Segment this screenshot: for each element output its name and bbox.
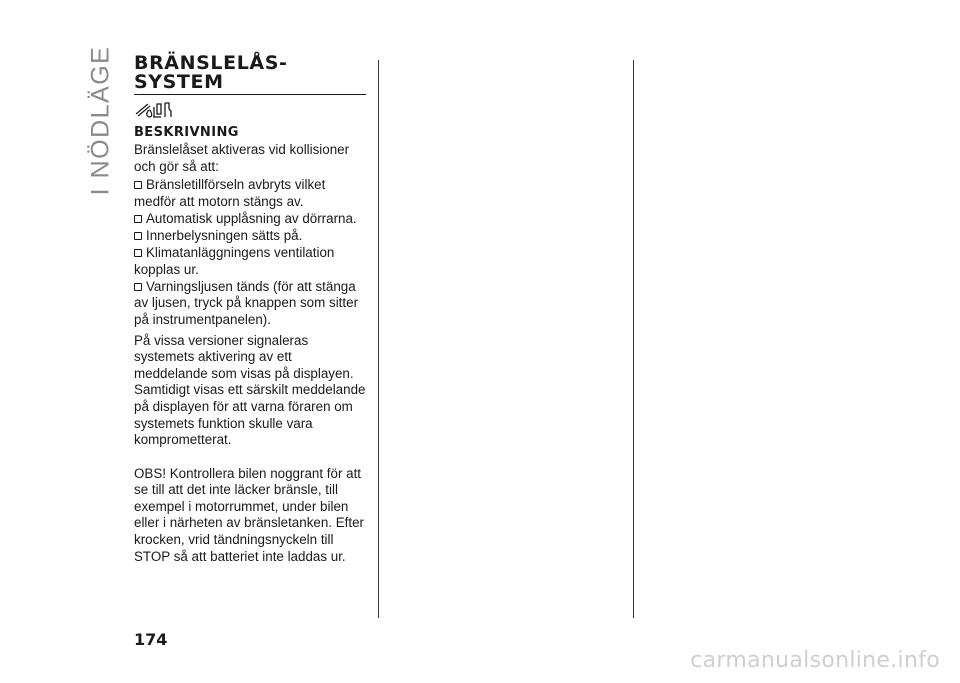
watermark: carmanualsonline.info (690, 648, 940, 673)
checkbox-bullet-icon (134, 283, 142, 291)
list-item (134, 245, 366, 278)
checkbox-bullet-icon (134, 215, 142, 223)
list-item (134, 177, 366, 210)
checkbox-bullet-icon (134, 181, 142, 189)
checkbox-bullet-icon (134, 232, 142, 240)
list-item (134, 279, 366, 329)
note-paragraph: OBS! Kontrollera bilen noggrant för att se till att det inte läcker bränsle, till exempel i motorrummet, under bilen eller i närheten av bränsletanken. Efter krocken, vrid tändningsnyckeln till STOP så att batteriet inte laddas ur. (134, 465, 365, 564)
list-item-text: Varningsljusen tänds (för att stänga av ljusen, tryck på knappen som sitter på instrumentpanelen). (134, 278, 359, 327)
list-item (134, 211, 366, 228)
column-divider-left (378, 60, 379, 618)
section-title-line1: BRÄNSLELÅS- (134, 52, 288, 74)
list-item (134, 228, 366, 245)
content-column (134, 54, 366, 565)
column-divider-right (633, 60, 634, 618)
fuel-pump-icon (134, 101, 366, 119)
effects-list (134, 177, 366, 328)
list-item-text: Klimatanläggningens ventilation kopplas ur. (134, 245, 335, 277)
intro-paragraph: Bränslelåset aktiveras vid kollisioner och gör så att: (134, 142, 350, 174)
section-title (134, 54, 366, 92)
subsection-title: BESKRIVNING (134, 125, 239, 140)
title-divider (134, 94, 366, 95)
checkbox-bullet-icon (134, 249, 142, 257)
section-tab-label: I NÖDLÄGE (86, 45, 115, 195)
section-title-line2: SYSTEM (134, 71, 224, 93)
page-number: 174 (134, 630, 168, 649)
list-item-text: Automatisk upplåsning av dörrarna. (146, 210, 357, 226)
section-tab (84, 45, 118, 195)
list-item-text: Bränsletillförseln avbryts vilket medför att motorn stängs av. (134, 177, 326, 209)
display-message-paragraph: På vissa versioner signaleras systemets aktivering av ett meddelande som visas på displayen. Samtidigt visas ett särskilt meddelande på displayen för att varna föraren om systemets funktion skulle vara komprometterat. (134, 332, 366, 448)
list-item-text: Innerbelysningen sätts på. (146, 227, 303, 243)
